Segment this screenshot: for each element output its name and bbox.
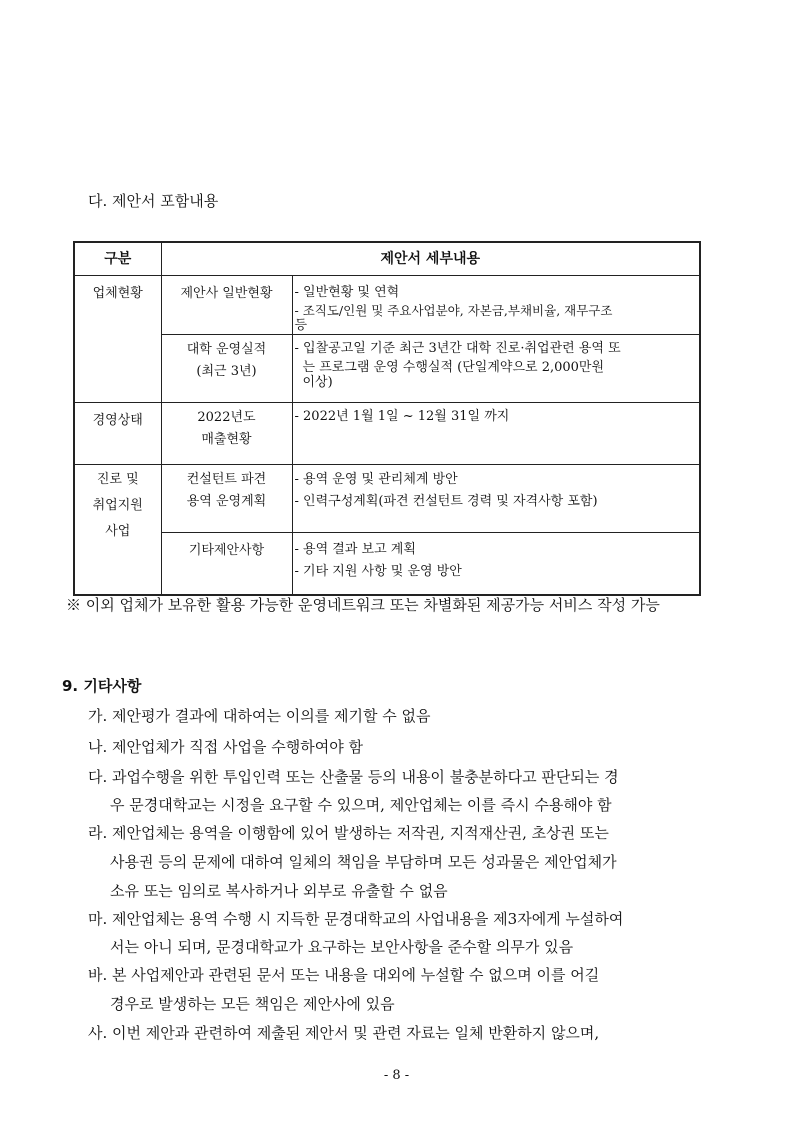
detail-line: 이상): [302, 375, 333, 390]
list-item-continuation: 사용권 등의 문제에 대하여 일체의 책임을 부담하며 모든 성과물은 제안업체가: [110, 853, 617, 871]
list-item: 가. 제안평가 결과에 대하여는 이의를 제기할 수 없음: [88, 707, 431, 725]
detail-line: - 일반현황 및 연혁: [294, 285, 400, 300]
details-other-proposals: [292, 533, 700, 595]
list-item: 나. 제안업체가 직접 사업을 수행하여야 함: [88, 738, 363, 756]
detail-line: - 용역 결과 보고 계획: [294, 542, 416, 557]
table-row: [74, 335, 700, 403]
detail-line: - 기타 지원 사항 및 운영 방안: [294, 564, 462, 579]
section-heading: 다. 제안서 포함내용: [88, 192, 219, 210]
category-line: 취업지원: [92, 498, 143, 513]
list-item-continuation: 우 문경대학교는 시정을 요구할 수 있으며, 제안업체는 이를 즉시 수용해야 함: [110, 796, 612, 814]
detail-line: - 2022년 1월 1일 ~ 12월 31일 까지: [294, 409, 510, 424]
item-line: 매출현황: [201, 432, 252, 447]
section-title: 9. 기타사항: [62, 677, 142, 695]
table-row: [74, 465, 700, 533]
table-row: [74, 403, 700, 465]
proposal-contents-table: [73, 241, 701, 596]
header-details: 제안서 세부내용: [161, 242, 700, 276]
category-line: 사업: [105, 524, 131, 539]
details-consultant-dispatch: [292, 465, 700, 533]
item-university-performance: [161, 335, 292, 403]
item-consultant-dispatch: [161, 465, 292, 533]
details-general-status: [292, 276, 700, 335]
item-line: 용역 운영계획: [186, 494, 267, 509]
detail-line: 등: [294, 318, 308, 333]
detail-line: - 용역 운영 및 관리체계 방안: [294, 472, 458, 487]
category-career-support: [74, 465, 161, 595]
table-row: [74, 533, 700, 595]
list-item: 다. 과업수행을 위한 투입인력 또는 산출물 등의 내용이 불충분하다고 판단되는 경: [88, 768, 619, 786]
item-line: 컨설턴트 파견: [186, 472, 267, 487]
category-line: 진로 및: [96, 472, 139, 487]
list-item-continuation: 경우로 발생하는 모든 책임은 제안사에 있음: [110, 995, 395, 1013]
item-general-status: 제안사 일반현황: [161, 276, 292, 335]
details-sales: [292, 403, 700, 465]
header-category: 구분: [74, 242, 161, 276]
details-university-performance: [292, 335, 700, 403]
list-item: 사. 이번 제안과 관련하여 제출된 제안서 및 관련 자료는 일체 반환하지 않으며,: [88, 1024, 600, 1042]
category-business-status: 업체현황: [74, 276, 161, 403]
table-row: [74, 276, 700, 335]
detail-line: - 인력구성계획(파견 컨설턴트 경력 및 자격사항 포함): [294, 494, 598, 509]
item-line: (최근 3년): [196, 364, 257, 379]
page-number: - 8 -: [383, 1068, 410, 1083]
list-item-continuation: 서는 아니 되며, 문경대학교가 요구하는 보안사항을 준수할 의무가 있음: [110, 938, 574, 956]
detail-line: - 조직도/인원 및 주요사업분야, 자본금,부채비율, 재무구조: [294, 303, 613, 318]
table-note: ※ 이외 업체가 보유한 활용 가능한 운영네트워크 또는 차별화된 제공가능 서비스 작성 가능: [66, 596, 660, 614]
list-item: 라. 제안업체는 용역을 이행함에 있어 발생하는 저작권, 지적재산권, 초상권 또는: [88, 824, 609, 842]
item-line: 대학 운영실적: [186, 342, 267, 357]
list-item-continuation: 소유 또는 임의로 복사하거나 외부로 유출할 수 없음: [110, 882, 448, 900]
item-sales: [161, 403, 292, 465]
item-line: 2022년도: [197, 410, 256, 425]
list-item: 마. 제안업체는 용역 수행 시 지득한 문경대학교의 사업내용을 제3자에게 누설하여: [88, 910, 624, 928]
detail-line: 는 프로그램 운영 수행실적 (단일계약으로 2,000만원: [302, 360, 605, 375]
table-header-row: [74, 242, 700, 276]
category-management: 경영상태: [74, 403, 161, 465]
detail-line: - 입찰공고일 기준 최근 3년간 대학 진로·취업관련 용역 또: [294, 341, 621, 356]
list-item: 바. 본 사업제안과 관련된 문서 또는 내용을 대외에 누설할 수 없으며 이를 어길: [88, 966, 600, 984]
item-other-proposals: 기타제안사항: [161, 533, 292, 595]
